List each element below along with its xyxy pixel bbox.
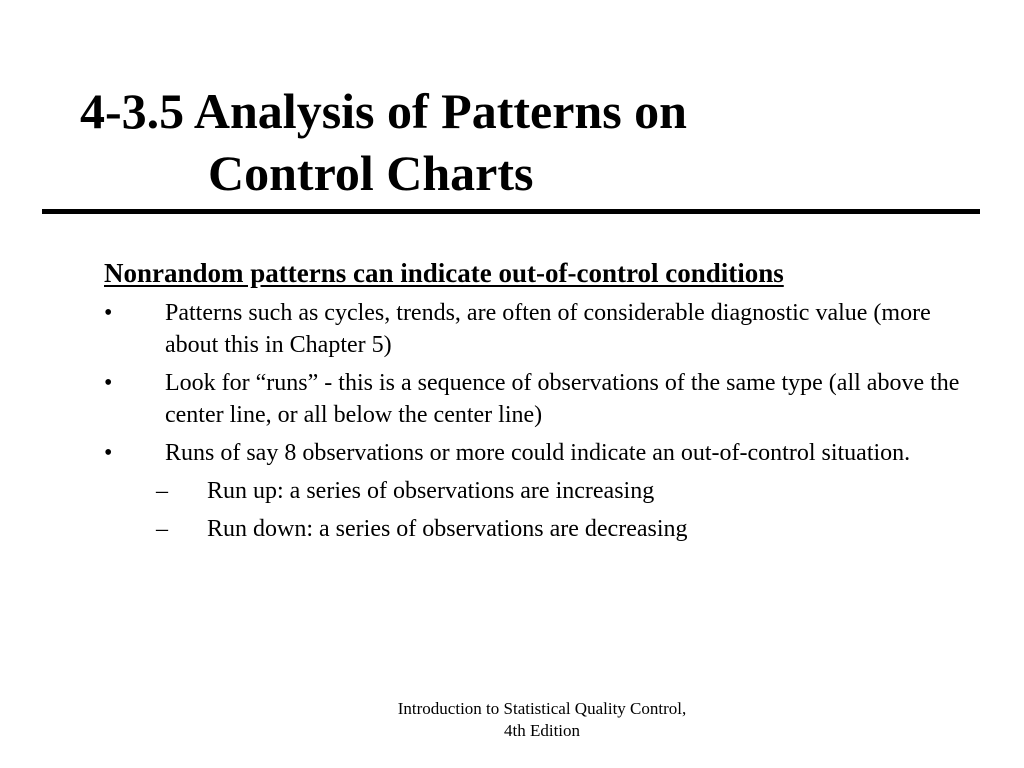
title-divider [42, 209, 980, 214]
bullet-item [104, 367, 984, 431]
footer-line-1: Introduction to Statistical Quality Control, [397, 699, 687, 718]
sub-bullet-marker: – [156, 516, 168, 542]
sub-bullet-text: Run up: a series of observations are increasing [207, 478, 655, 504]
footer-line-2: 4th Edition [503, 721, 581, 740]
sub-bullet-item [104, 475, 984, 507]
sub-bullet-marker: – [156, 478, 168, 504]
sub-bullet-item [104, 513, 984, 545]
slide-body [104, 255, 984, 551]
slide-footer [342, 698, 742, 742]
bullet-item [104, 297, 984, 361]
bullet-marker: • [104, 440, 113, 466]
bullet-text: Runs of say 8 observations or more could indicate an out-of-control situation. [165, 440, 911, 466]
bullet-text: Patterns such as cycles, trends, are often of considerable diagnostic value (more about this in Chapter 5) [165, 300, 931, 358]
section-heading: Nonrandom patterns can indicate out-of-control conditions [104, 258, 784, 288]
slide-title-line-2: Control Charts [208, 145, 534, 201]
bullet-text: Look for “runs” - this is a sequence of observations of the same type (all above the center line, or all below the center line) [165, 370, 960, 428]
bullet-marker: • [104, 370, 113, 396]
bullet-item [104, 437, 984, 469]
sub-bullet-text: Run down: a series of observations are decreasing [207, 516, 688, 542]
slide-title [80, 80, 980, 204]
bullet-marker: • [104, 300, 113, 326]
slide-title-line-1: 4-3.5 Analysis of Patterns on [80, 83, 687, 139]
